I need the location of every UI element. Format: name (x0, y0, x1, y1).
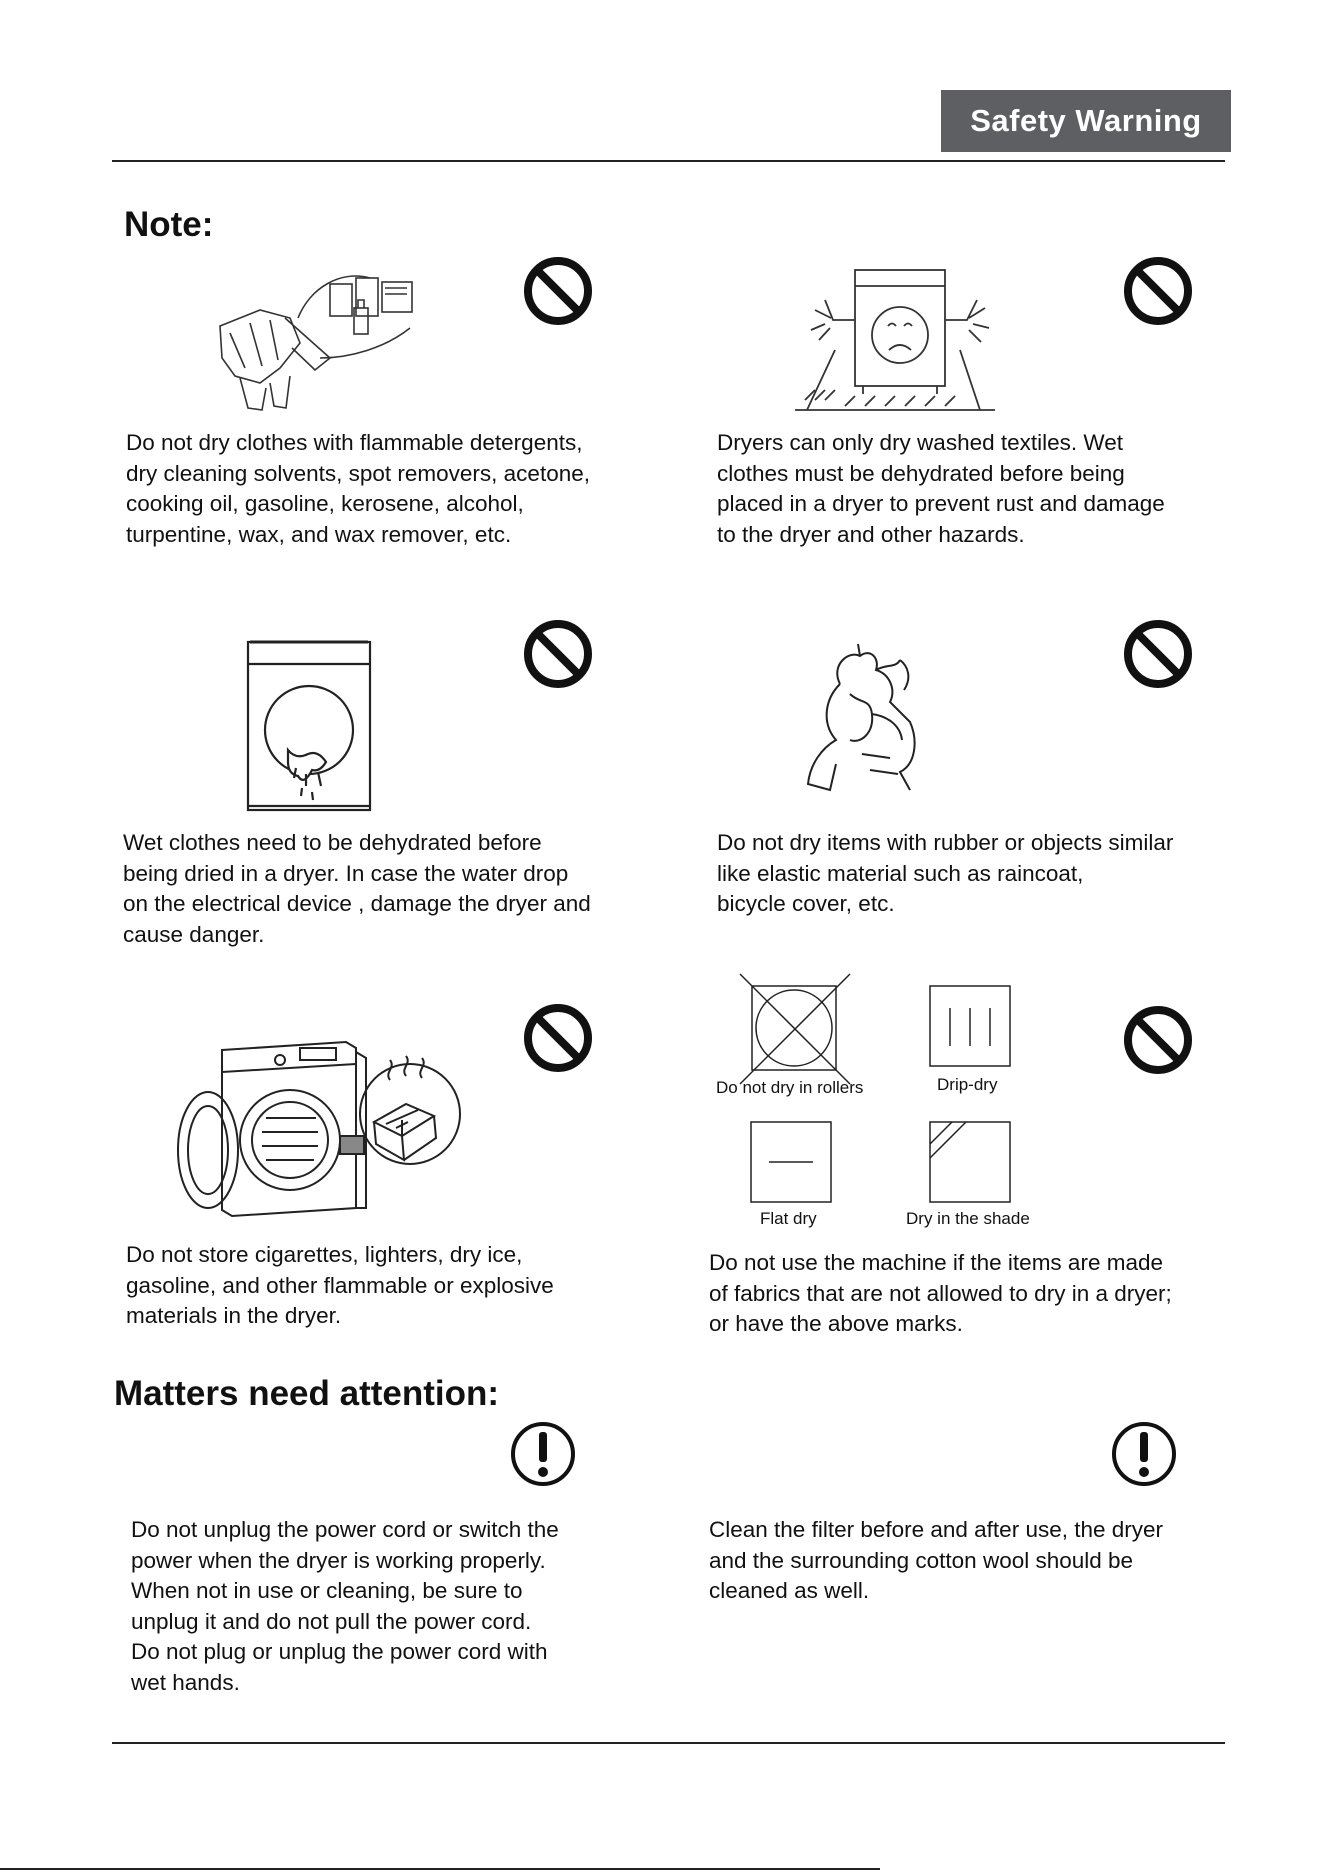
prohibited-icon (522, 618, 594, 690)
note-item-1-text: Do not dry clothes with flammable detergents, dry cleaning solvents, spot removers, acetone, cooking oil, gasoline, kerosene, alcohol, turpentine, wax, and wax remover, etc. (126, 430, 590, 547)
note-item-2-text: Dryers can only dry washed textiles. Wet clothes must be dehydrated before being placed in a dryer to prevent rust and damage to the dryer and other hazards. (717, 430, 1165, 547)
care-symbol-drip-dry (930, 986, 1010, 1066)
attention-item-1-text: Do not unplug the power cord or switch the power when the dryer is working properly. When not in use or cleaning, be sure to unplug it and do not pull the power cord. Do not plug or unplug the power cord with wet hands. (131, 1517, 559, 1695)
prohibited-icon (1122, 255, 1194, 327)
header-rule (112, 160, 1225, 162)
care-symbol-dry-in-shade (930, 1122, 1010, 1202)
prohibited-icon (522, 255, 594, 327)
bottom-edge-rule (0, 1868, 880, 1870)
care-symbol-flat-dry (751, 1122, 831, 1202)
care-symbol-do-not-dry-in-rollers (740, 974, 850, 1084)
dripping-clothes-dryer-illustration (246, 638, 376, 813)
section-badge: Safety Warning (941, 90, 1231, 152)
prohibited-icon (1122, 618, 1194, 690)
note-item-6-text: Do not use the machine if the items are made of fabrics that are not allowed to dry in a dryer; or have the above marks. (709, 1250, 1172, 1336)
care-label-flat: Flat dry (760, 1209, 817, 1228)
footer-rule (112, 1742, 1225, 1744)
attention-heading: Matters need attention: (114, 1374, 500, 1413)
note-heading: Note: (124, 205, 214, 244)
note-item-3-text: Wet clothes need to be dehydrated before being dried in a dryer. In case the water drop on the electrical device , damage the dryer and cause danger. (123, 830, 591, 947)
exclamation-icon (509, 1420, 577, 1488)
exclamation-icon (1110, 1420, 1178, 1488)
raincoat-illustration (800, 644, 950, 794)
care-label-drip: Drip-dry (937, 1075, 998, 1094)
note-item-5-text: Do not store cigarettes, lighters, dry ice, gasoline, and other flammable or explosive materials in the dryer. (126, 1242, 554, 1328)
care-label-shade: Dry in the shade (906, 1209, 1030, 1228)
note-item-4-text: Do not dry items with rubber or objects similar like elastic material such as raincoat, bicycle cover, etc. (717, 830, 1174, 916)
care-label-rollers: Do not dry in rollers (716, 1078, 864, 1097)
prohibited-icon (522, 1002, 594, 1074)
open-dryer-with-flammable-box-illustration (170, 1032, 510, 1242)
sad-dryer-illustration (785, 240, 1005, 415)
flammable-detergents-illustration (200, 248, 420, 418)
attention-item-2-text: Clean the filter before and after use, the dryer and the surrounding cotton wool should be cleaned as well. (709, 1517, 1164, 1603)
prohibited-icon (1122, 1004, 1194, 1076)
